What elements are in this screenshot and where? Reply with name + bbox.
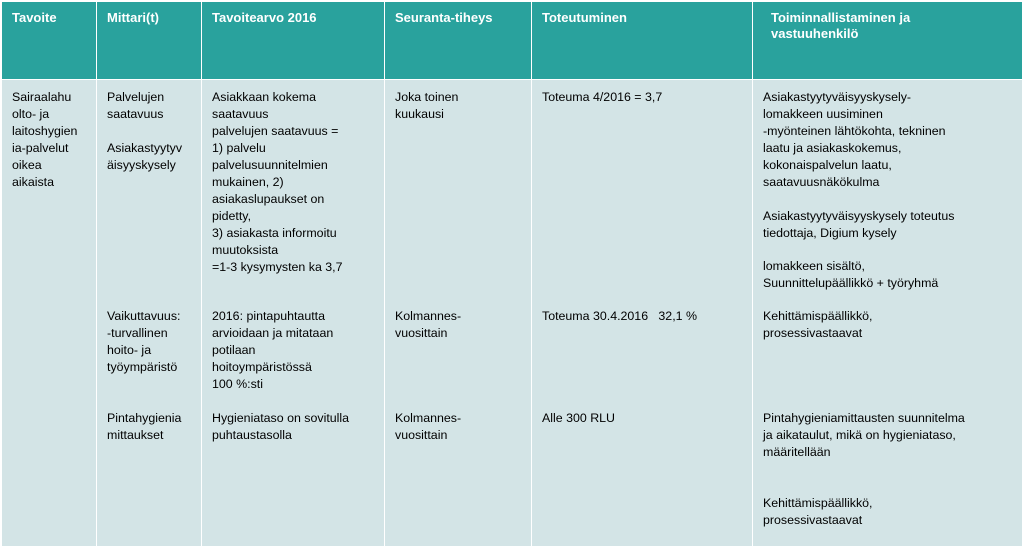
tavoitearvo-item: Asiakkaan kokema saatavuus palvelujen saatavuus = 1) palvelu palvelusuunnitelmien mukainen, 2) asiakaslupaukset on pidetty, 3) asiakasta informoitu muutoksista =1-3 kysymysten ka 3,7	[212, 90, 343, 274]
header-toteutuminen: Toteutuminen	[532, 2, 753, 80]
header-seuranta: Seuranta-tiheys	[385, 2, 532, 80]
toteutuminen-item: Toteuma 4/2016 = 3,7	[542, 90, 663, 104]
cell-seuranta	[385, 80, 532, 547]
toiminnallistaminen-item: Pintahygieniamittausten suunnitelma ja aikataulut, mikä on hygieniataso, määritellään	[763, 411, 965, 459]
mittari-item: Pintahygienia mittaukset	[107, 411, 182, 442]
toteutuminen-item: Alle 300 RLU	[542, 411, 616, 425]
cell-toiminnallistaminen	[753, 80, 1023, 547]
mittari-item: Asiakastyytyv äisyyskysely	[107, 141, 183, 172]
cell-tavoite	[2, 80, 97, 547]
tavoitearvo-item: 2016: pintapuhtautta arvioidaan ja mitataan potilaan hoitoympäristössä 100 %:sti	[212, 309, 334, 391]
cell-tavoitearvo	[202, 80, 385, 547]
seuranta-item: Kolmannes- vuosittain	[395, 309, 462, 340]
goals-table	[1, 1, 1023, 547]
mittari-item: Vaikuttavuus: -turvallinen hoito- ja työympäristö	[107, 309, 181, 374]
header-toiminnallistaminen: Toiminnallistaminen ja vastuuhenkilö	[753, 2, 1023, 80]
cell-toteutuminen	[532, 80, 753, 547]
header-tavoitearvo: Tavoitearvo 2016	[202, 2, 385, 80]
mittari-item: Palvelujen saatavuus	[107, 90, 165, 121]
toiminnallistaminen-item: Asiakastyytyväisyyskysely- lomakkeen uusiminen -myönteinen lähtökohta, tekninen laatu ja asiakaskokemus, kokonaispalvelun laatu, saatavuusnäkökulma	[763, 90, 946, 189]
toiminnallistaminen-item: Asiakastyytyväisyyskysely toteutus tiedottaja, Digium kysely	[763, 209, 955, 240]
header-row	[2, 2, 1023, 80]
tavoite-text: Sairaalahu olto- ja laitoshygien ia-palvelut oikea aikaista	[12, 90, 78, 189]
table-row	[2, 80, 1023, 547]
toteutuminen-item: Toteuma 30.4.2016 32,1 %	[542, 309, 697, 323]
toiminnallistaminen-item: lomakkeen sisältö, Suunnittelupäällikkö + työryhmä	[763, 259, 939, 290]
header-tavoite: Tavoite	[2, 2, 97, 80]
tavoitearvo-item: Hygieniataso on sovitulla puhtaustasolla	[212, 411, 350, 442]
seuranta-item: Joka toinen kuukausi	[395, 90, 459, 121]
toiminnallistaminen-item: Kehittämispäällikkö, prosessivastaavat	[763, 496, 873, 527]
cell-mittari	[97, 80, 202, 547]
header-mittari: Mittari(t)	[97, 2, 202, 80]
seuranta-item: Kolmannes- vuosittain	[395, 411, 462, 442]
toiminnallistaminen-item: Kehittämispäällikkö, prosessivastaavat	[763, 309, 873, 340]
